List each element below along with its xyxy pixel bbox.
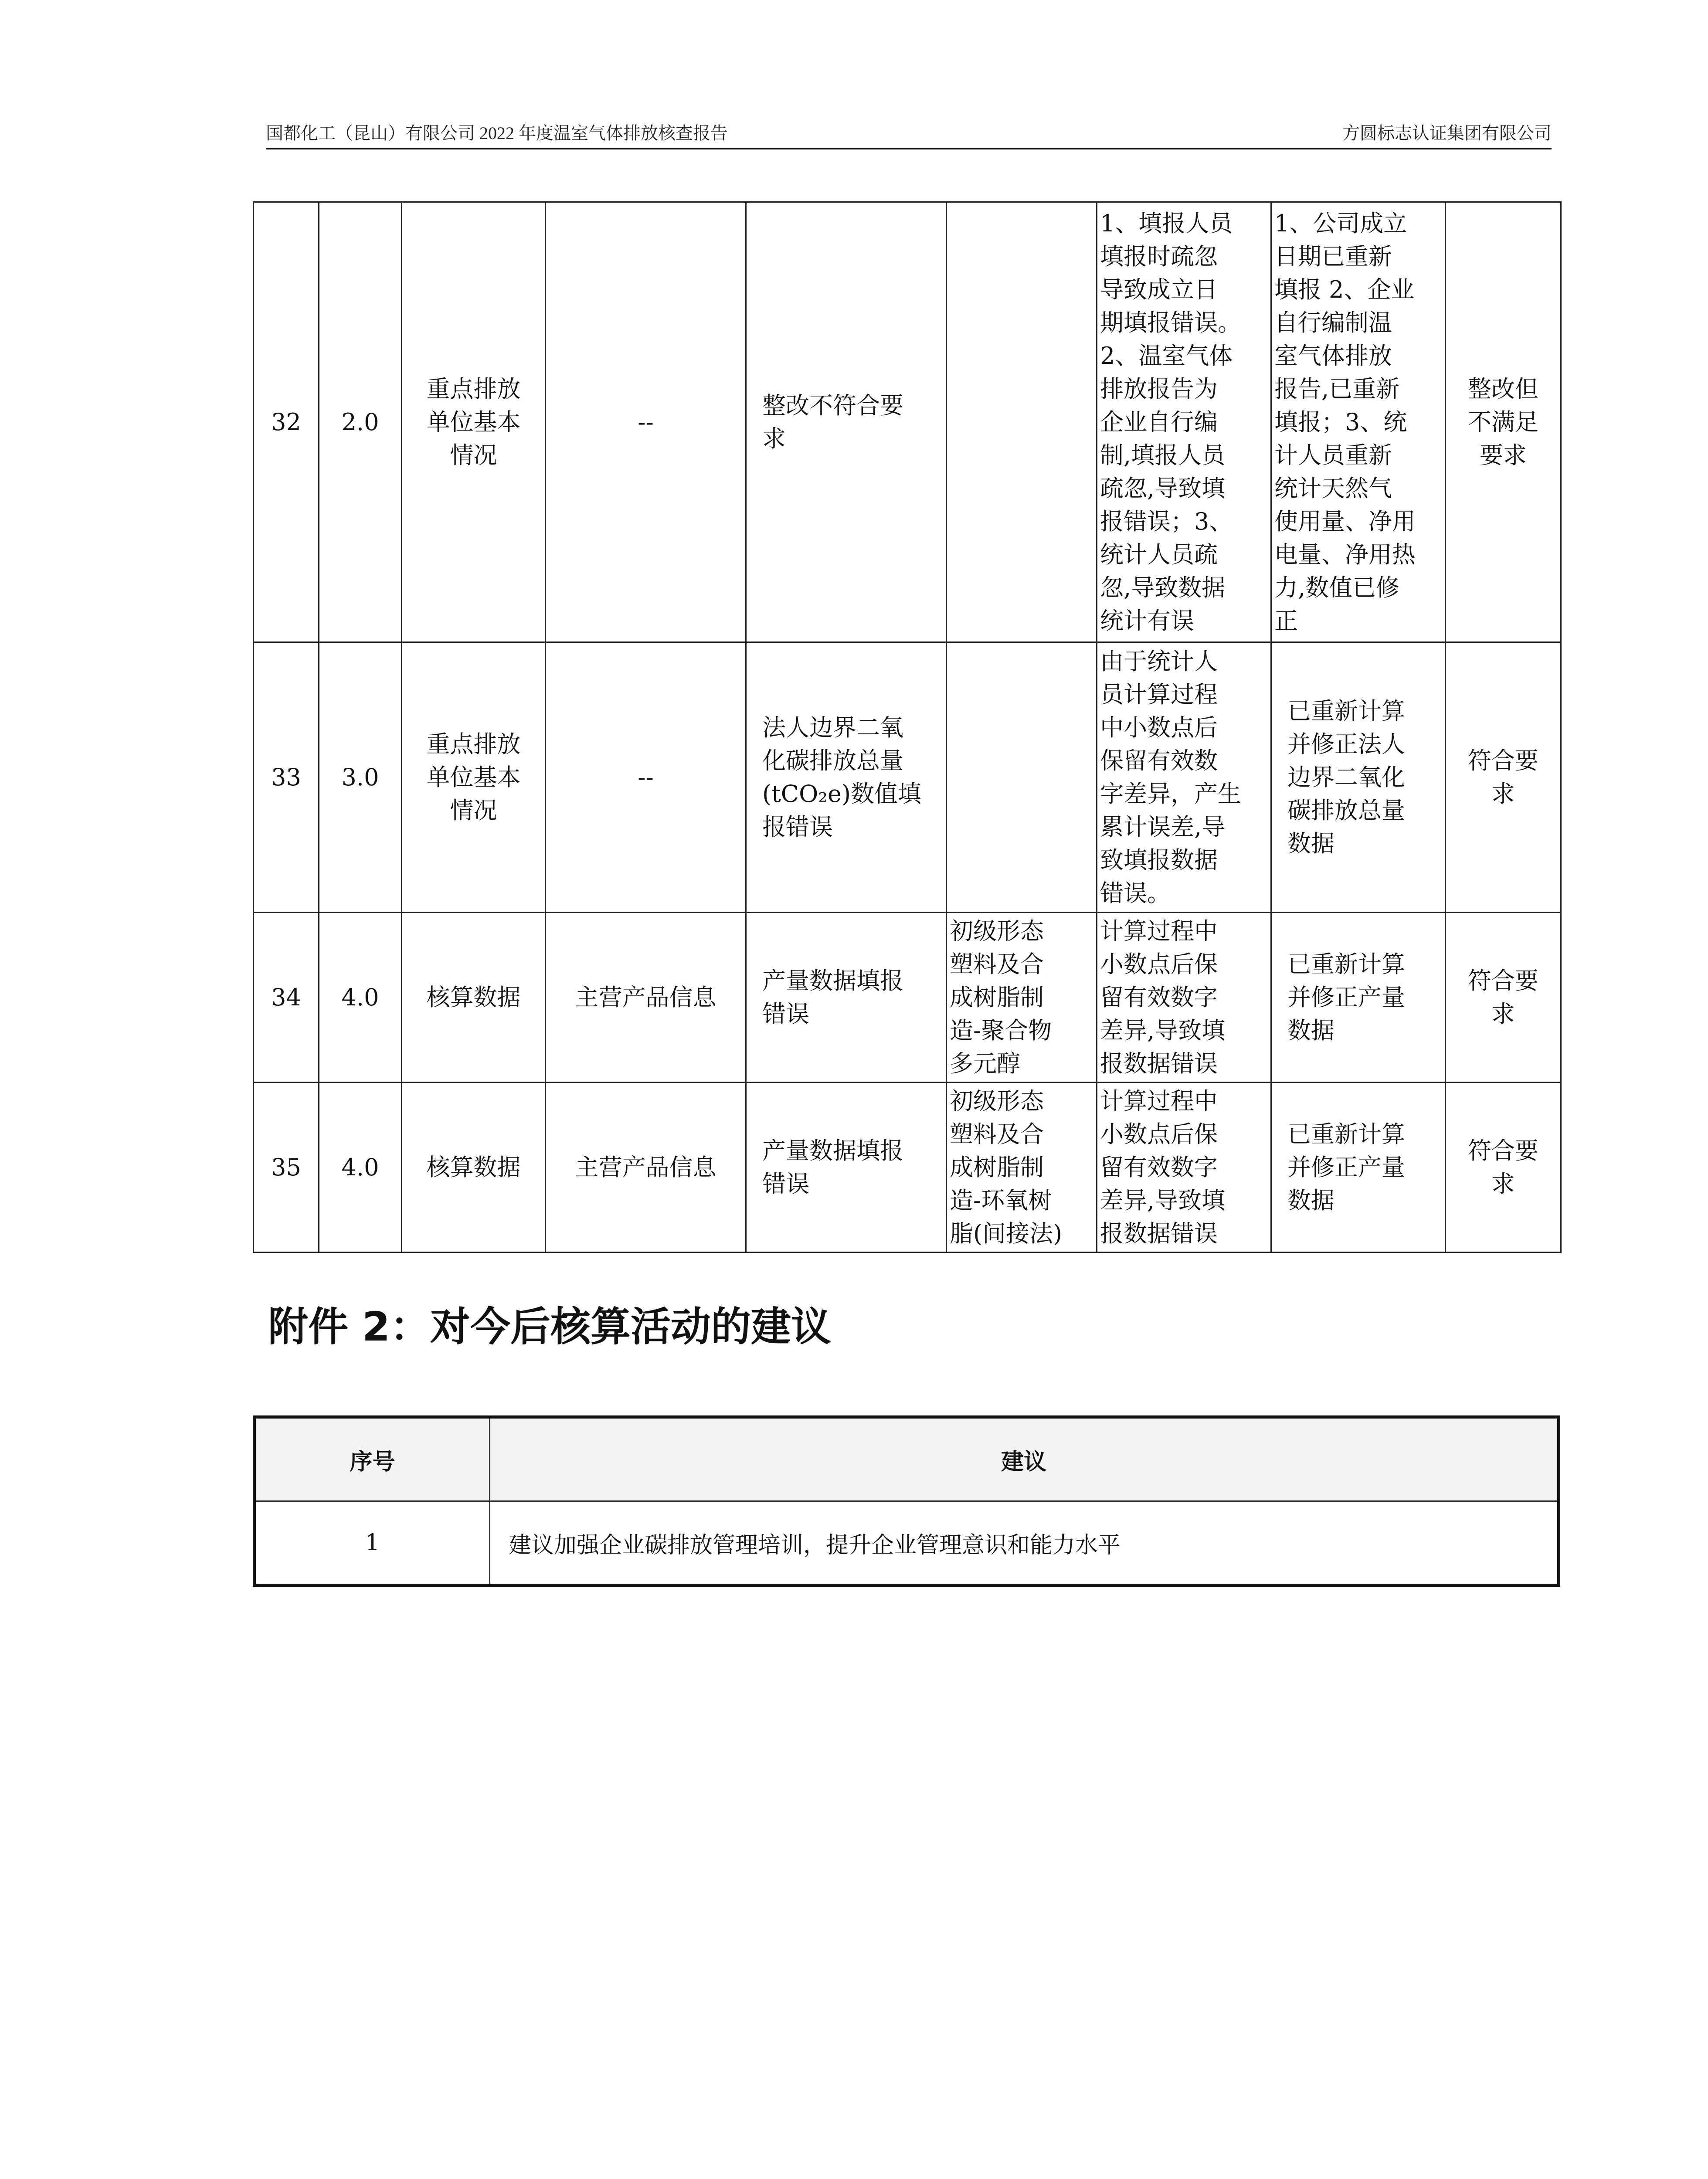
row-number: 35 [254, 1083, 319, 1252]
row-number: 34 [254, 913, 319, 1083]
item-cell: 主营产品信息 [546, 1083, 746, 1252]
item-cell: 主营产品信息 [546, 913, 746, 1083]
column-header-number: 序号 [255, 1417, 490, 1501]
problem-cell: 法人边界二氧 化碳排放总量 (tCO₂e)数值填 报错误 [746, 642, 947, 913]
table-row [254, 1083, 1561, 1252]
page-header [266, 119, 1552, 149]
correction-cell: 已重新计算 并修正法人 边界二氧化 碳排放总量 数据 [1271, 642, 1446, 913]
result-cell: 符合要 求 [1446, 1083, 1561, 1252]
category-cell: 核算数据 [402, 1083, 546, 1252]
result-cell: 符合要 求 [1446, 642, 1561, 913]
result-cell: 整改但 不满足 要求 [1446, 202, 1561, 642]
correction-cell: 1、公司成立 日期已重新 填报 2、企业 自行编制温 室气体排放 报告,已重新 填报；3、统 计人员重新 统计天然气 使用量、净用 电量、净用热 力,数值已修 正 [1271, 202, 1446, 642]
clause-number: 3.0 [319, 642, 402, 913]
header-report-title: 国都化工（昆山）有限公司 2022 年度温室气体排放核查报告 [266, 123, 728, 143]
section-heading: 附件 2：对今后核算活动的建议 [268, 1303, 832, 1350]
nonconformity-table [253, 201, 1562, 1253]
table-row [254, 642, 1561, 913]
clause-number: 4.0 [319, 913, 402, 1083]
column-header-suggestion: 建议 [490, 1417, 1559, 1501]
header-organization: 方圆标志认证集团有限公司 [1342, 123, 1552, 143]
product-cell: 初级形态 塑料及合 成树脂制 造-环氧树 脂(间接法) [947, 1083, 1097, 1252]
cause-cell: 由于统计人 员计算过程 中小数点后 保留有效数 字差异，产生 累计误差,导 致填报数据 错误。 [1097, 642, 1271, 913]
problem-cell: 产量数据填报 错误 [746, 913, 947, 1083]
table-header-row [255, 1417, 1559, 1501]
result-cell: 符合要 求 [1446, 913, 1561, 1083]
clause-number: 4.0 [319, 1083, 402, 1252]
correction-cell: 已重新计算 并修正产量 数据 [1271, 913, 1446, 1083]
product-cell: 初级形态 塑料及合 成树脂制 造-聚合物 多元醇 [947, 913, 1097, 1083]
clause-number: 2.0 [319, 202, 402, 642]
row-number: 32 [254, 202, 319, 642]
product-cell [947, 202, 1097, 642]
row-number: 33 [254, 642, 319, 913]
suggestions-table [253, 1415, 1560, 1587]
problem-cell: 产量数据填报 错误 [746, 1083, 947, 1252]
cause-cell: 计算过程中 小数点后保 留有效数字 差异,导致填 报数据错误 [1097, 1083, 1271, 1252]
suggestion-text: 建议加强企业碳排放管理培训，提升企业管理意识和能力水平 [490, 1501, 1559, 1585]
category-cell: 核算数据 [402, 913, 546, 1083]
category-cell: 重点排放 单位基本 情况 [402, 642, 546, 913]
table-row [254, 202, 1561, 642]
correction-cell: 已重新计算 并修正产量 数据 [1271, 1083, 1446, 1252]
product-cell [947, 642, 1097, 913]
suggestion-number: 1 [255, 1501, 490, 1585]
cause-cell: 计算过程中 小数点后保 留有效数字 差异,导致填 报数据错误 [1097, 913, 1271, 1083]
category-cell: 重点排放 单位基本 情况 [402, 202, 546, 642]
problem-cell: 整改不符合要 求 [746, 202, 947, 642]
item-cell: -- [546, 642, 746, 913]
table-row [254, 913, 1561, 1083]
table-row [255, 1501, 1559, 1585]
cause-cell: 1、填报人员 填报时疏忽 导致成立日 期填报错误。 2、温室气体 排放报告为 企业自行编 制,填报人员 疏忽,导致填 报错误；3、 统计人员疏 忽,导致数据 统计有误 [1097, 202, 1271, 642]
item-cell: -- [546, 202, 746, 642]
